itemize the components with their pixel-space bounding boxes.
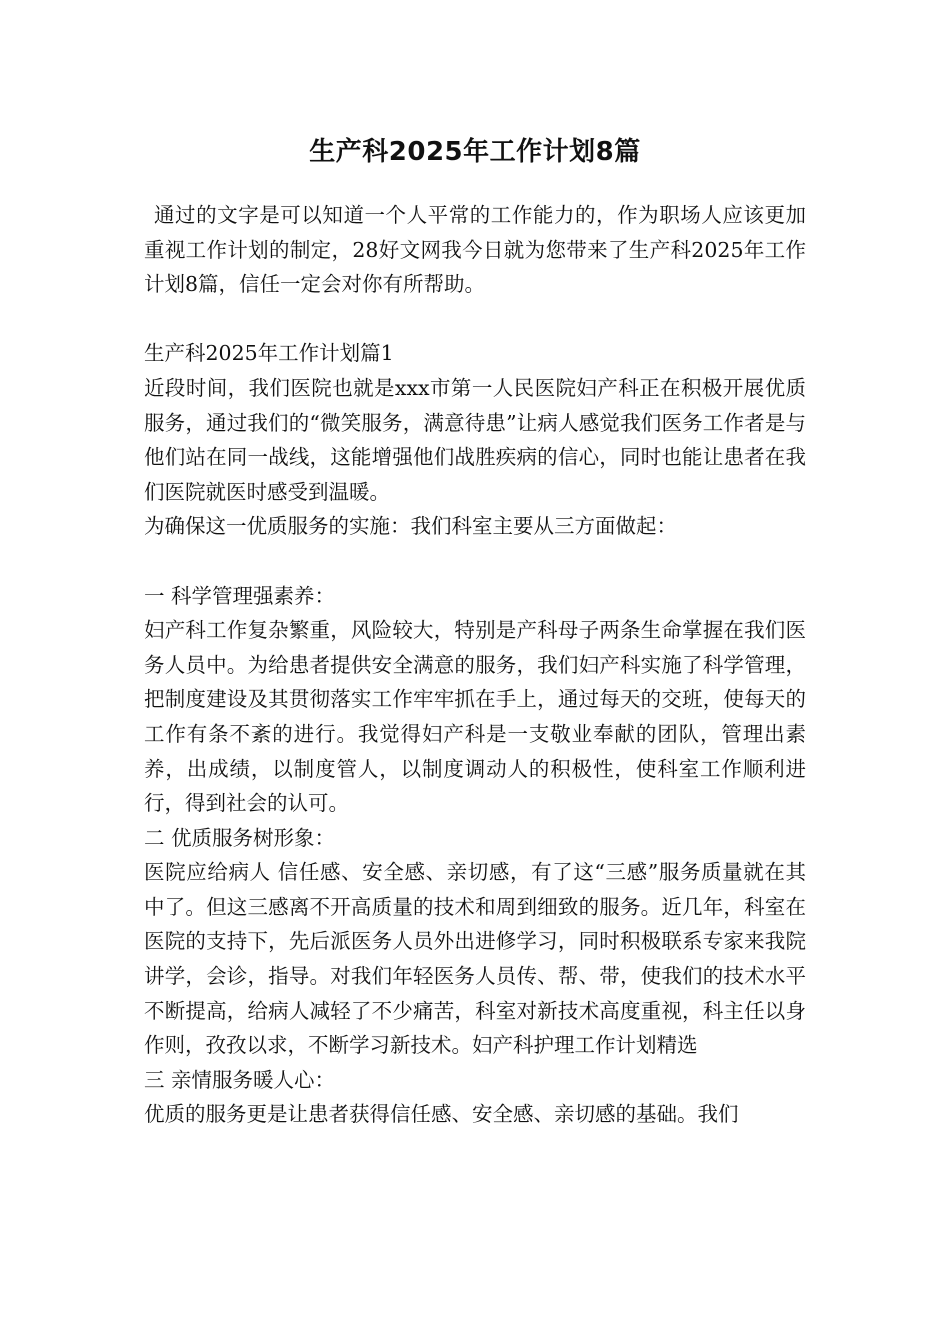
- document-title: 生产科2025年工作计划8篇: [309, 137, 641, 167]
- heading-3: 三 亲情服务暖人心：: [144, 1067, 336, 1092]
- paragraph-4: 医院应给病人 信任感、安全感、亲切感，有了这“三感”服务质量就在其中了。但这三感离不开高质量的技术和周到细致的服务。近几年，科室在医院的支持下，先后派医务人员外出进修学习，同时积极联系专家来我院讲学，会诊，指导。对我们年轻医务人员传、帮、带，使我们的技术水平不断提高，给病人减轻了不少痛苦，科室对新技术高度重视，科主任以身作则，孜孜以求，不断学习新技术。妇产科护理工作计划精选: [144, 860, 806, 1058]
- paragraph-5: 优质的服务更是让患者获得信任感、安全感、亲切感的基础。我们: [144, 1102, 739, 1127]
- section-title: 生产科2025年工作计划篇1: [144, 341, 394, 366]
- intro-paragraph: 通过的文字是可以知道一个人平常的工作能力的，作为职场人应该更加重视工作计划的制定，28好文网我今日就为您带来了生产科2025年工作计划8篇，信任一定会对你有所帮助。: [144, 203, 806, 297]
- heading-2: 二 优质服务树形象：: [144, 825, 336, 850]
- blank-line: [144, 544, 806, 579]
- heading-1: 一 科学管理强素养：: [144, 583, 336, 608]
- paragraph-2: 为确保这一优质服务的实施：我们科室主要从三方面做起：: [144, 514, 677, 539]
- blank-line: [144, 302, 806, 337]
- paragraph-3: 妇产科工作复杂繁重，风险较大，特别是产科母子两条生命掌握在我们医务人员中。为给患者提供安全满意的服务，我们妇产科实施了科学管理，把制度建设及其贯彻落实工作牢牢抓在手上，通过每天的交班，使每天的工作有条不紊的进行。我觉得妇产科是一支敬业奉献的团队，管理出素养，出成绩，以制度管人，以制度调动人的积极性，使科室工作顺利进行，得到社会的认可。: [144, 618, 806, 816]
- paragraph-1: 近段时间，我们医院也就是xxx市第一人民医院妇产科正在积极开展优质服务，通过我们的“微笑服务，满意待患”让病人感觉我们医务工作者是与他们站在同一战线，这能增强他们战胜疾病的信心，同时也能让患者在我们医院就医时感受到温暖。: [144, 375, 806, 504]
